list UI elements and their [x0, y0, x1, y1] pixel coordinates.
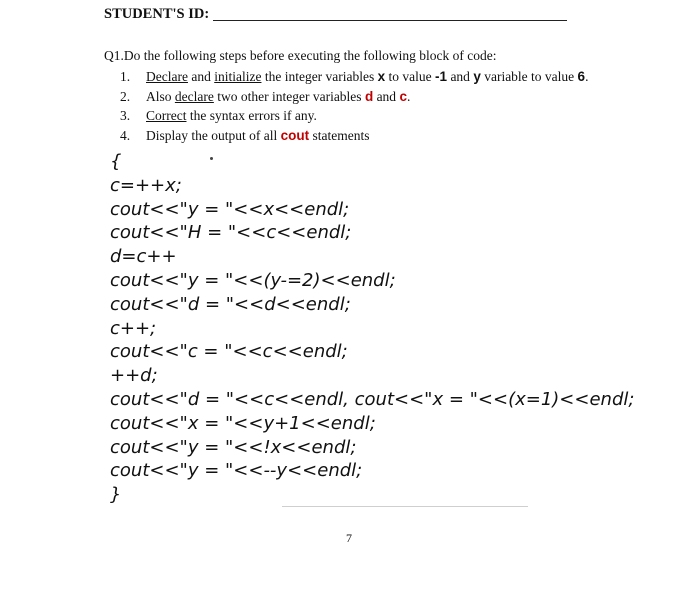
value-x: -1: [435, 69, 448, 84]
step-item: [108, 106, 588, 126]
code-line: cout<<"c = "<<c<<endl;: [110, 341, 348, 363]
code-line: }: [110, 484, 122, 506]
code-line: cout<<"d = "<<d<<endl;: [110, 293, 351, 315]
step-text: declare: [174, 88, 214, 104]
step-text: and: [447, 69, 474, 84]
divider-line: [282, 506, 528, 507]
step-text: initialize: [214, 69, 262, 84]
step-text: Declare: [146, 69, 188, 84]
code-line: {: [110, 151, 122, 172]
student-id-blank-line: [213, 20, 567, 21]
variable-c: c: [399, 88, 407, 104]
step-item: [108, 67, 588, 87]
code-line: d=c++: [110, 246, 177, 268]
code-line: cout<<"y = "<<--y<<endl;: [110, 460, 363, 482]
step-text: variable to value: [480, 69, 578, 84]
step-text: .: [406, 88, 411, 104]
student-id-label: STUDENT'S ID:: [104, 6, 210, 22]
value-y: 6: [577, 69, 586, 84]
step-text: Also: [146, 88, 175, 104]
step-item: [108, 126, 588, 146]
code-line: cout<<"d = "<<c<<endl, cout<<"x = "<<(x=1)<<endl;: [110, 388, 635, 410]
code-line: cout<<"y = "<<(y-=2)<<endl;: [110, 269, 396, 291]
code-line: cout<<"x = "<<y+1<<endl;: [110, 412, 376, 434]
code-line: cout<<"H = "<<c<<endl;: [110, 222, 352, 244]
step-number: 2.: [120, 88, 131, 104]
code-line: ++d;: [110, 365, 158, 387]
step-number: 3.: [120, 108, 131, 123]
step-text: .: [585, 69, 589, 84]
code-block: [110, 150, 634, 507]
code-line: c=++x;: [110, 174, 182, 196]
step-text: the integer variables: [261, 69, 378, 84]
code-line: cout<<"y = "<<x<<endl;: [110, 198, 350, 220]
variable-x: x: [377, 69, 386, 84]
step-text: Display the output of all: [146, 127, 281, 143]
step-text: the syntax errors if any.: [186, 108, 317, 123]
keyword-cout: cout: [280, 127, 310, 143]
step-list: [108, 67, 588, 145]
question-title: Q1.Do the following steps before executing the following block of code:: [104, 48, 497, 63]
step-number: 4.: [120, 127, 131, 143]
step-text: Correct: [146, 108, 187, 123]
step-number: 1.: [120, 69, 131, 84]
step-item: [108, 87, 588, 107]
variable-d: d: [364, 88, 374, 104]
page-number: 7: [346, 531, 352, 545]
code-line: cout<<"y = "<<!x<<endl;: [110, 436, 357, 458]
step-text: and: [187, 69, 215, 84]
code-line: c++;: [110, 317, 157, 339]
step-text: two other integer variables: [213, 88, 365, 104]
step-text: statements: [309, 127, 370, 143]
step-text: and: [373, 88, 400, 104]
step-text: to value: [385, 69, 436, 84]
variable-y: y: [473, 69, 481, 84]
